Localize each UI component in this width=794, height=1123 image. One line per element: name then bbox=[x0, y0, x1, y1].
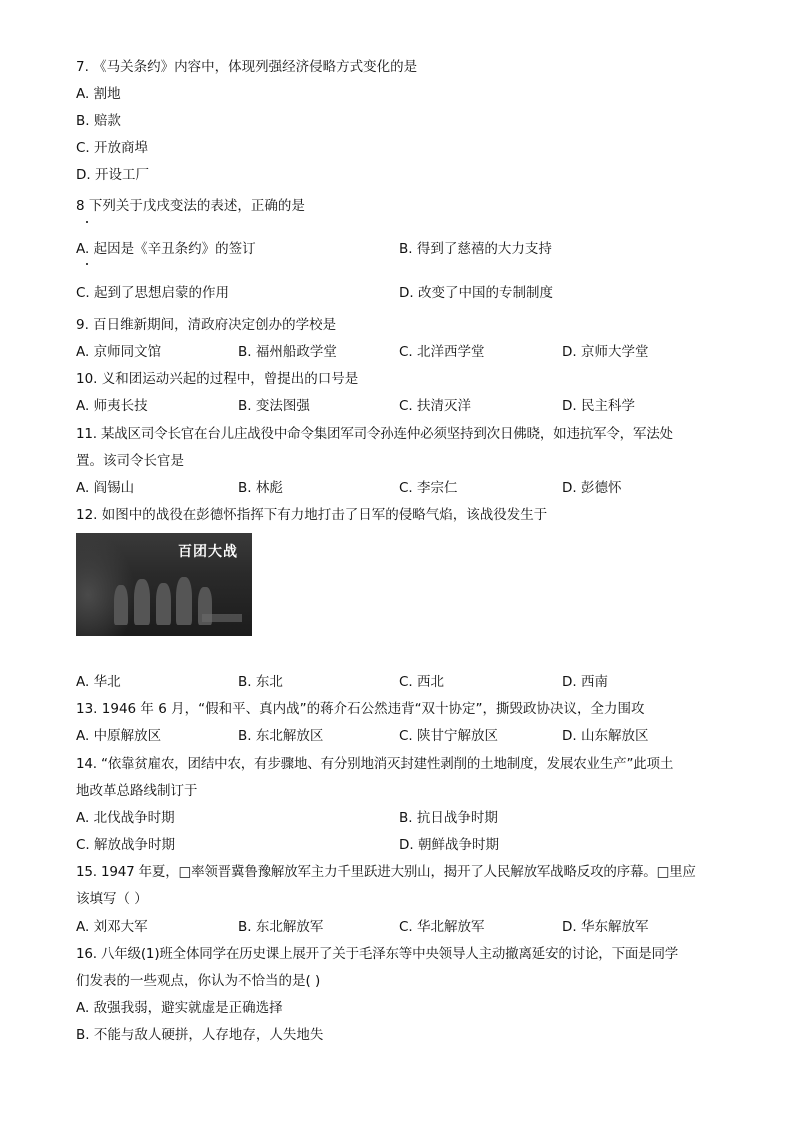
q14-stem-line2: 地改革总路线制订于 bbox=[76, 783, 198, 799]
q10-option-b: B. 变法图强 bbox=[238, 398, 310, 414]
q7-stem: 7. 《马关条约》内容中，体现列强经济侵略方式变化的是 bbox=[76, 59, 418, 75]
q15-option-d: D. 华东解放军 bbox=[562, 919, 649, 935]
q16-option-a: A. 敌强我弱，避实就虚是正确选择 bbox=[76, 1000, 283, 1016]
q12-option-b: B. 东北 bbox=[238, 674, 283, 690]
q14-stem-line1: 14. “依靠贫雇农，团结中农，有步骤地、有分别地消灭封建性剥削的土地制度，发展农业生产”此项土 bbox=[76, 756, 674, 772]
q11-option-b: B. 林彪 bbox=[238, 480, 283, 496]
q15-option-a: A. 刘邓大军 bbox=[76, 919, 148, 935]
q13-option-b: B. 东北解放区 bbox=[238, 728, 324, 744]
q14-option-c: C. 解放战争时期 bbox=[76, 837, 176, 853]
q8-stem: 8 下列关于戊戌变法的表述，正确的是 bbox=[76, 198, 305, 214]
q15-option-b: B. 东北解放军 bbox=[238, 919, 324, 935]
q15-stem-line1: 15. 1947 年夏，□率领晋冀鲁豫解放军主力千里跃进大别山，揭开了人民解放军战略反攻的序幕。□里应 bbox=[76, 864, 696, 880]
q16-stem-line2: 们发表的一些观点，你认为不恰当的是( ) bbox=[76, 973, 321, 989]
q13-stem: 13. 1946 年 6 月，“假和平、真内战”的蒋介石公然违背“双十协定”，撕毁政协决议，全力围攻 bbox=[76, 701, 645, 717]
q13-option-d: D. 山东解放区 bbox=[562, 728, 649, 744]
q11-option-c: C. 李宗仁 bbox=[399, 480, 458, 496]
q11-option-a: A. 阎锡山 bbox=[76, 480, 135, 496]
photo-caption: 百团大战 bbox=[178, 544, 238, 560]
q11-stem-line1: 11. 某战区司令长官在台儿庄战役中命令集团军司令孙连仲必须坚持到次日佛晓，如违抗军令，军法处 bbox=[76, 426, 673, 442]
q9-option-c: C. 北洋西学堂 bbox=[399, 344, 485, 360]
q7-option-c: C. 开放商埠 bbox=[76, 140, 149, 156]
q8-option-c: C. 起到了思想启蒙的作用 bbox=[76, 285, 230, 301]
q14-option-d: D. 朝鲜战争时期 bbox=[399, 837, 499, 853]
q9-stem: 9. 百日维新期间，清政府决定创办的学校是 bbox=[76, 317, 337, 333]
q10-option-c: C. 扶清灭洋 bbox=[399, 398, 472, 414]
q13-option-c: C. 陕甘宁解放区 bbox=[399, 728, 499, 744]
soldier-figure bbox=[176, 577, 192, 625]
q15-option-c: C. 华北解放军 bbox=[399, 919, 485, 935]
q14-option-b: B. 抗日战争时期 bbox=[399, 810, 498, 826]
soldier-figure bbox=[114, 585, 128, 625]
q10-option-a: A. 师夷长技 bbox=[76, 398, 148, 414]
q9-option-b: B. 福州船政学堂 bbox=[238, 344, 337, 360]
stray-dot bbox=[86, 263, 88, 265]
q11-stem-line2: 置。该司令长官是 bbox=[76, 453, 184, 469]
soldier-figure bbox=[156, 583, 171, 625]
q7-option-d: D. 开设工厂 bbox=[76, 167, 149, 183]
soldier-figure bbox=[134, 579, 150, 625]
q12-option-d: D. 西南 bbox=[562, 674, 608, 690]
q16-option-b: B. 不能与敌人硬拼，人存地存，人失地失 bbox=[76, 1027, 324, 1043]
q10-option-d: D. 民主科学 bbox=[562, 398, 635, 414]
q9-option-a: A. 京师同文馆 bbox=[76, 344, 162, 360]
q16-stem-line1: 16. 八年级(1)班全体同学在历史课上展开了关于毛泽东等中央领导人主动撤离延安的讨论，下面是同学 bbox=[76, 946, 679, 962]
q10-stem: 10. 义和团运动兴起的过程中，曾提出的口号是 bbox=[76, 371, 359, 387]
battle-photo bbox=[76, 533, 252, 636]
q14-option-a: A. 北伐战争时期 bbox=[76, 810, 175, 826]
q8-option-d: D. 改变了中国的专制制度 bbox=[399, 285, 553, 301]
q12-stem: 12. 如图中的战役在彭德怀指挥下有力地打击了日军的侵略气焰，该战役发生于 bbox=[76, 507, 548, 523]
q11-option-d: D. 彭德怀 bbox=[562, 480, 622, 496]
q8-option-b: B. 得到了慈禧的大力支持 bbox=[399, 241, 552, 257]
q7-option-b: B. 赔款 bbox=[76, 113, 121, 129]
q8-option-a: A. 起因是《辛丑条约》的签订 bbox=[76, 241, 256, 257]
stray-dot bbox=[86, 221, 88, 223]
q15-stem-line2: 该填写（ ） bbox=[76, 891, 148, 907]
q7-option-a: A. 割地 bbox=[76, 86, 121, 102]
q13-option-a: A. 中原解放区 bbox=[76, 728, 162, 744]
photo-light bbox=[202, 614, 242, 622]
q9-option-d: D. 京师大学堂 bbox=[562, 344, 649, 360]
q12-option-a: A. 华北 bbox=[76, 674, 121, 690]
q12-option-c: C. 西北 bbox=[399, 674, 445, 690]
